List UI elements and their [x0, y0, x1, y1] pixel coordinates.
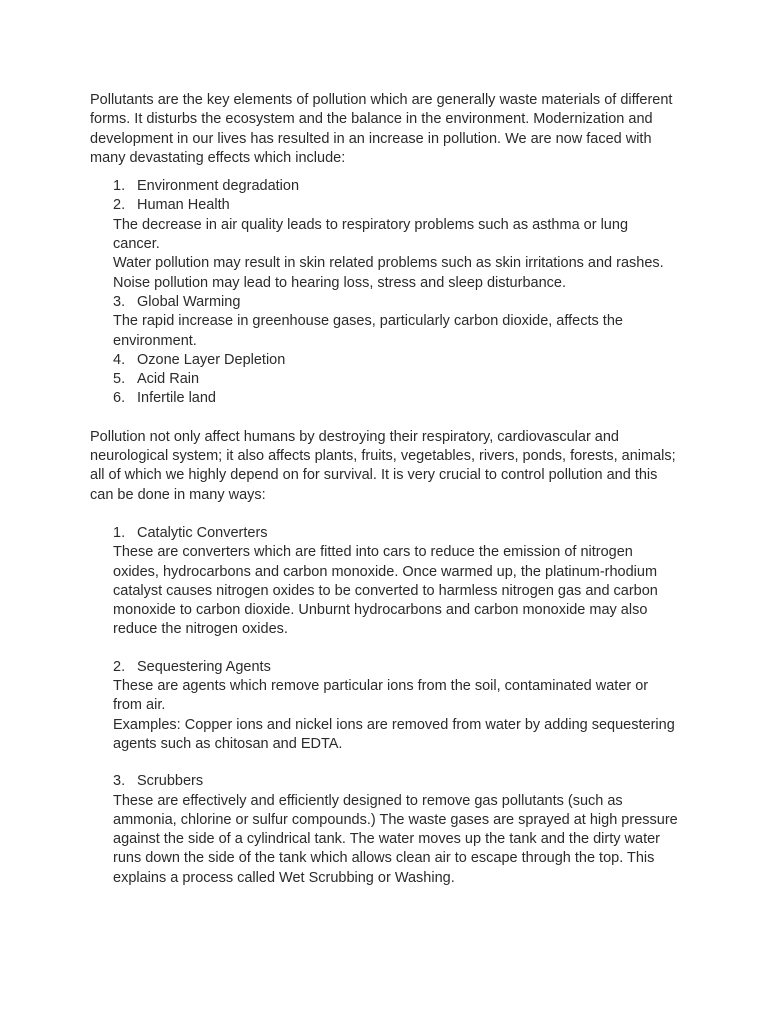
method-title [113, 658, 678, 677]
list-marker: 1. [113, 178, 126, 195]
list-marker: 5. [113, 371, 126, 388]
effects-item [113, 177, 678, 196]
method-paragraph: These are converters which are fitted into cars to reduce the emission of nitrogen oxides, hydrocarbons and carbon monoxide. Once warmed up, the platinum-rhodium catalyst causes nitrogen oxides to be converted to harmless nitrogen gas and carbon monoxide to carbon dioxide. Unburnt hydrocarbons and carbon monoxide may also reduce the nitrogen oxides. [113, 544, 658, 638]
list-marker: 1. [113, 524, 126, 541]
effects-note: Noise pollution may lead to hearing loss, stress and sleep disturbance. [113, 274, 566, 291]
list-marker: 3. [113, 773, 126, 790]
list-marker: 3. [113, 293, 126, 310]
effects-item-label: Global Warming [137, 293, 241, 310]
effects-note: The decrease in air quality leads to respiratory problems such as asthma or lung cancer. [113, 216, 629, 253]
method-title [113, 772, 678, 791]
effects-item [113, 370, 678, 389]
effects-item-label: Infertile land [137, 390, 216, 407]
list-marker: 2. [113, 658, 126, 675]
effects-note: The rapid increase in greenhouse gases, particularly carbon dioxide, affects the environment. [113, 313, 623, 349]
effects-item [113, 293, 678, 312]
method-section-scrubbers [113, 772, 678, 888]
method-paragraph: These are effectively and efficiently designed to remove gas pollutants (such as ammonia, chlorine or sulfur compounds.) The waste gases are sprayed at high pressure against the side of a cylindrical tank. The water moves up the tank and the dirty water runs down the side of the tank which allows clean air to escape through the top. This explains a process called Wet Scrubbing or Washing. [113, 792, 678, 886]
list-marker: 4. [113, 351, 126, 368]
effects-item-label: Environment degradation [137, 178, 300, 195]
effects-item [113, 389, 678, 408]
effects-item [113, 351, 678, 370]
effects-item-label: Ozone Layer Depletion [137, 351, 286, 368]
effects-item-label: Human Health [137, 197, 230, 214]
method-title-label: Scrubbers [137, 773, 204, 790]
method-paragraph: These are agents which remove particular ions from the soil, contaminated water or from air. [113, 678, 649, 714]
method-title [113, 524, 678, 543]
control-paragraph: Pollution not only affect humans by destroying their respiratory, cardiovascular and neurological system; it also affects plants, fruits, vegetables, rivers, ponds, forests, animals; all of which we highly depend on for survival. It is very crucial to control pollution and this can be done in many ways: [90, 428, 676, 503]
list-marker: 6. [113, 390, 126, 407]
effects-item [113, 196, 678, 215]
effects-note: Water pollution may result in skin related problems such as skin irritations and rashes. [113, 255, 664, 272]
method-title-label: Catalytic Converters [137, 524, 268, 541]
effects-item-label: Acid Rain [137, 371, 200, 388]
effects-list [90, 177, 678, 409]
method-title-label: Sequestering Agents [137, 658, 271, 675]
list-marker: 2. [113, 197, 126, 214]
methods-list [90, 524, 678, 888]
method-section-catalytic-converters [113, 524, 678, 640]
intro-paragraph: Pollutants are the key elements of pollution which are generally waste materials of different forms. It disturbs the ecosystem and the balance in the environment. Modernization and development in our lives has resulted in an increase in pollution. We are now faced with many devastating effects which include: [90, 92, 673, 166]
method-paragraph: Examples: Copper ions and nickel ions are removed from water by adding sequestering agents such as chitosan and EDTA. [113, 716, 675, 752]
method-section-sequestering-agents [113, 658, 678, 754]
